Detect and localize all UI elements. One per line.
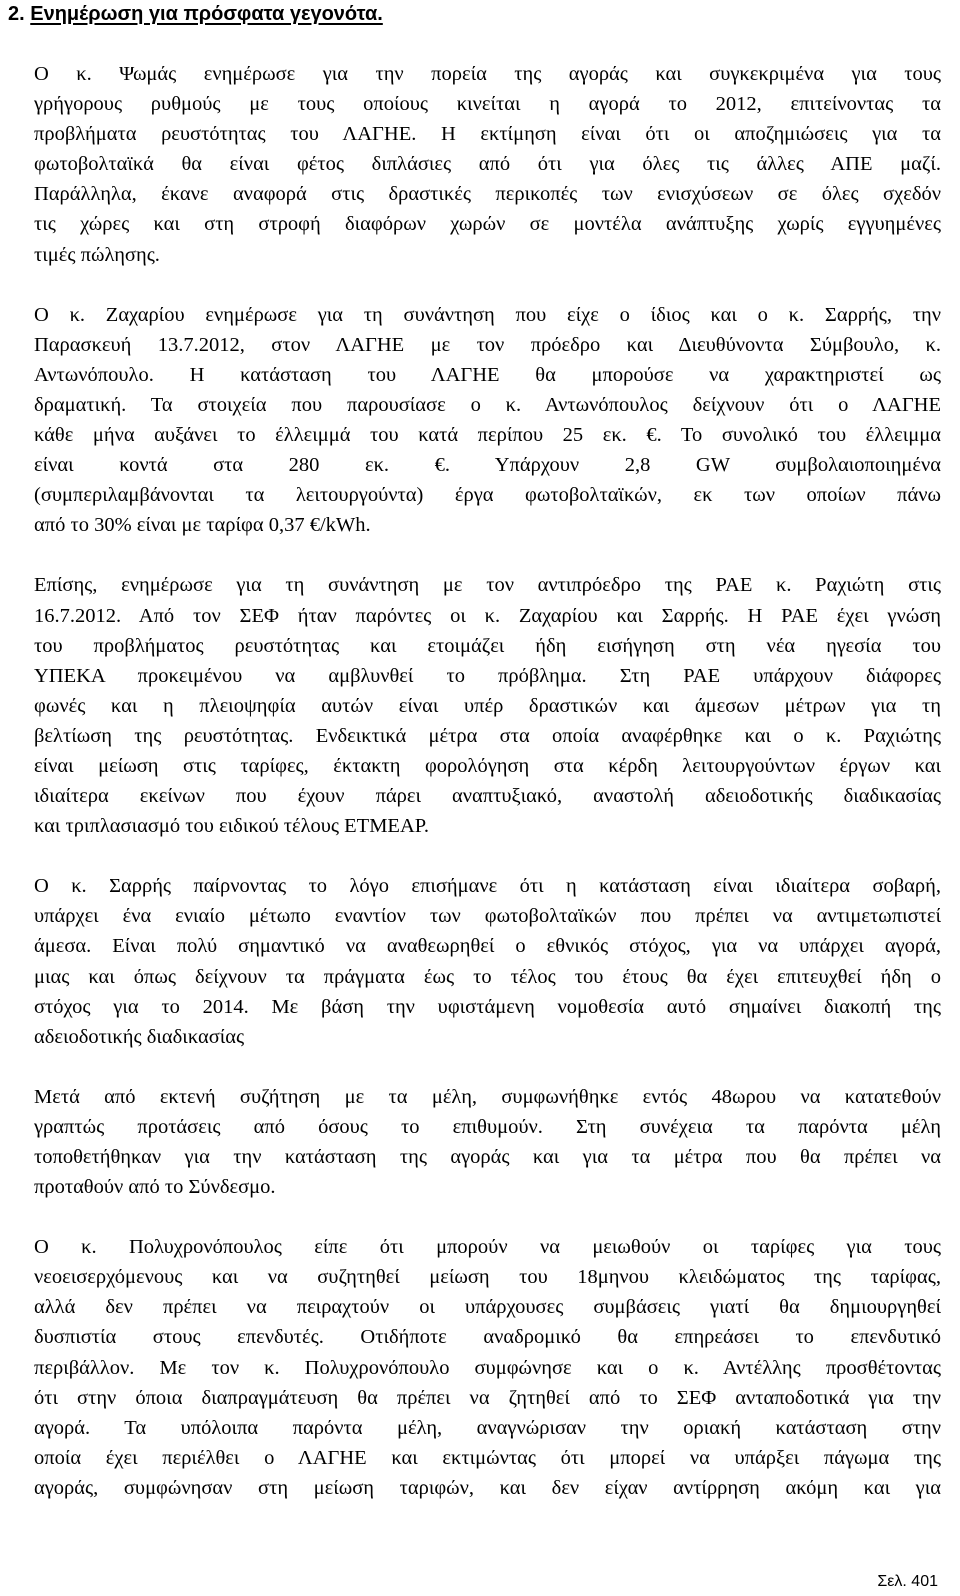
section-title: Ενημέρωση για πρόσφατα γεγονότα. <box>30 3 383 25</box>
text-line: τοποθετήθηκαν για την κατάσταση της αγοράς και για τα μέτρα που θα πρέπει να <box>34 1146 941 1168</box>
text-line: νεοεισερχόμενους και να συζητηθεί μείωση του 18μηνου κλειδώματος της ταρίφας, <box>34 1266 941 1289</box>
text-line: δραματική. Τα στοιχεία που παρουσίασε ο κ. Αντωνόπουλος δείχνουν ότι ο ΛΑΓΗΕ <box>34 393 941 416</box>
text-line: βελτίωση της ρευστότητας. Ενδεικτικά μέτρα στα οποία αναφέρθηκε και ο κ. Ραχιώτης <box>34 724 941 747</box>
text-line: Ο κ. Πολυχρονόπουλος είπε ότι μπορούν να μειωθούν οι ταρίφες για τους <box>34 1236 941 1259</box>
body-text <box>34 59 941 1533</box>
text-line: του προβλήματος ρευστότητας και ετοιμάζει ήδη εισήγηση στη νέα ηγεσία του <box>34 634 941 657</box>
text-line: Ο κ. Ψωμάς ενημέρωσε για την πορεία της αγοράς και συγκεκριμένα για τους <box>34 63 941 85</box>
text-line: αγοράς, συμφώνησαν στη μείωση ταριφών, και δεν είχαν αντίρρηση ακόμη και για <box>34 1476 941 1499</box>
text-line: Παρασκευή 13.7.2012, στον ΛΑΓΗΕ με τον πρόεδρο και Διευθύνοντα Σύμβουλο, κ. <box>34 333 941 356</box>
text-line: προταθούν από το Σύνδεσμο. <box>34 1176 276 1199</box>
text-line: Επίσης, ενημέρωσε για τη συνάντηση με τον αντιπρόεδρο της ΡΑΕ κ. Ραχιώτη στις <box>34 574 941 597</box>
text-line: και τριπλασιασμό του ειδικού τέλους ΕΤΜΕΑΡ. <box>34 815 430 838</box>
text-line: από το 30% είναι με ταρίφα 0,37 €/kWh. <box>34 514 371 537</box>
section-number: 2. <box>8 3 25 25</box>
text-line: άμεσα. Είναι πολύ σημαντικό να αναθεωρηθεί ο εθνικός στόχος, για να υπάρχει αγορά, <box>34 935 941 958</box>
text-line: τιμές πώλησης. <box>34 243 160 266</box>
paragraph-psomas <box>34 59 941 270</box>
text-line: αλλά δεν πρέπει να πειραχτούν οι υπάρχουσες συμβάσεις γιατί θα δημιουργηθεί <box>34 1296 941 1319</box>
paragraph-sarris <box>34 871 941 1052</box>
text-line: Παράλληλα, έκανε αναφορά στις δραστικές περικοπές των ενισχύσεων σε όλες σχεδόν <box>34 183 941 206</box>
text-line: (συμπεριλαμβάνονται τα λειτουργούντα) έργα φωτοβολταϊκών, εκ των οποίων πάνω <box>34 484 941 507</box>
text-line: Ο κ. Ζαχαρίου ενημέρωσε για τη συνάντηση που είχε ο ίδιος και ο κ. Σαρρής, την <box>34 303 941 326</box>
text-line: αδειοδοτικής διαδικασίας <box>34 1025 245 1048</box>
text-line: Μετά από εκτενή συζήτηση με τα μέλη, συμφωνήθηκε εντός 48ωρου να κατατεθούν <box>34 1085 941 1108</box>
text-line: φωτοβολταϊκά θα είναι φέτος διπλάσιες από ότι για όλες τις άλλες ΑΠΕ μαζί. <box>34 153 941 176</box>
page-number: Σελ. 401 <box>877 1573 938 1590</box>
text-line: είναι κοντά στα 280 εκ. €. Υπάρχουν 2,8 GW συμβολαιοποιημένα <box>34 454 941 477</box>
text-line: γραπτώς προτάσεις από όσους το επιθυμούν. Στη συνέχεια τα παρόντα μέλη <box>34 1115 941 1138</box>
paragraph-rae-meeting <box>34 570 941 841</box>
text-line: γρήγορους ρυθμούς με τους οποίους κινείται η αγορά το 2012, επιτείνοντας τα <box>34 93 941 116</box>
text-line: οποία έχει περιέλθει ο ΛΑΓΗΕ και εκτιμώντας ότι μπορεί να υπάρξει πάγωμα της <box>34 1446 941 1469</box>
text-line: δυσπιστία στους επενδυτές. Οτιδήποτε αναδρομικό θα επηρεάσει το επενδυτικό <box>34 1326 941 1349</box>
paragraph-polychronopoulos <box>34 1232 941 1503</box>
text-line: είναι μείωση στις ταρίφες, έκτακτη φορολόγηση στα κέρδη λειτουργούντων έργων και <box>34 754 941 777</box>
text-line: Ο κ. Σαρρής παίρνοντας το λόγο επισήμανε ότι η κατάσταση είναι ιδιαίτερα σοβαρή, <box>34 875 941 898</box>
text-line: ότι στην όποια διαπραγμάτευση θα πρέπει να ζητηθεί από το ΣΕΦ ανταποδοτικά για την <box>34 1386 941 1409</box>
text-line: 16.7.2012. Από τον ΣΕΦ ήταν παρόντες οι κ. Ζαχαρίου και Σαρρής. Η ΡΑΕ έχει γνώση <box>34 604 941 627</box>
text-line: περιβάλλον. Με τον κ. Πολυχρονόπουλο συμφώνησε και ο κ. Αντέλλης προσθέτοντας <box>34 1356 941 1379</box>
text-line: κάθε μήνα αυξάνει το έλλειμμά του κατά περίπου 25 εκ. €. Το συνολικό του έλλειμμα <box>34 424 941 447</box>
text-line: ΥΠΕΚΑ προκειμένου να αμβλυνθεί το πρόβλημα. Στη ΡΑΕ υπάρχουν διάφορες <box>34 664 941 687</box>
paragraph-zachariou <box>34 300 941 541</box>
text-line: Αντωνόπουλο. Η κατάσταση του ΛΑΓΗΕ θα μπορούσε να χαρακτηριστεί ως <box>34 363 941 386</box>
section-heading <box>8 2 383 26</box>
text-line: ιδιαίτερα εκείνων που έχουν πάρει αναπτυξιακό, αναστολή αδειοδοτικής διαδικασίας <box>34 785 941 808</box>
text-line: αγορά. Τα υπόλοιπα παρόντα μέλη, αναγνώρισαν την οριακή κατάσταση στην <box>34 1416 941 1439</box>
text-line: στόχος για το 2014. Με βάση την υφιστάμενη νομοθεσία αυτό σημαίνει διακοπή της <box>34 995 941 1018</box>
text-line: προβλήματα ρευστότητας του ΛΑΓΗΕ. Η εκτίμηση είναι ότι οι αποζημιώσεις για τα <box>34 123 941 146</box>
text-line: τις χώρες και στη στροφή διαφόρων χωρών σε μοντέλα ανάπτυξης χωρίς εγγυημένες <box>34 213 941 236</box>
text-line: μιας και όπως δείχνουν τα πράγματα έως το τέλος του έτους θα έχει επιτευχθεί ήδη ο <box>34 965 941 988</box>
text-line: φωνές και η πλειοψηφία αυτών είναι υπέρ δραστικών και άμεσων μέτρων για τη <box>34 694 941 717</box>
text-line: υπάρχει ένα ενιαίο μέτωπο εναντίον των φωτοβολταϊκών που πρέπει να αντιμετωπιστεί <box>34 905 941 928</box>
paragraph-discussion <box>34 1082 941 1202</box>
